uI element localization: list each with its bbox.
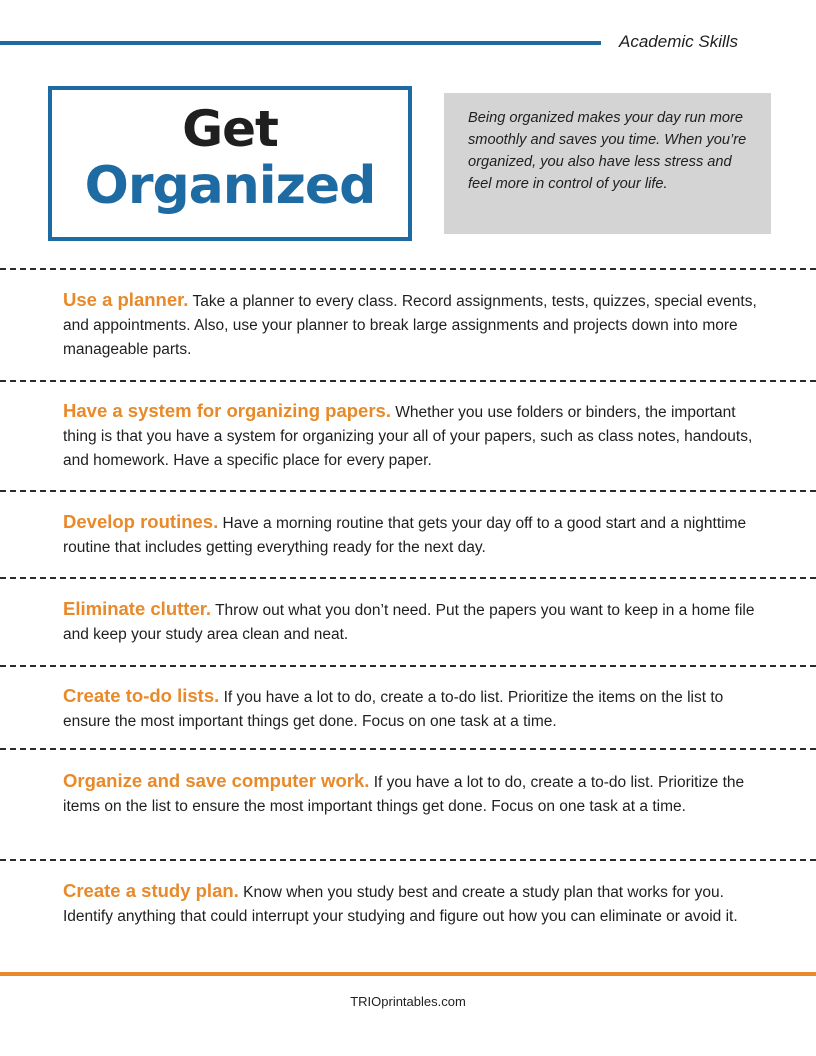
tip-body: Take a planner to every class. Record assignments, tests, quizzes, special events, and appointments. Also, use your planner to break large assignments and projects down into more manageable parts.: [63, 293, 757, 358]
tip-use-planner: [63, 288, 763, 362]
tip-develop-routines: [63, 510, 763, 560]
divider: [0, 665, 816, 667]
divider: [0, 577, 816, 579]
divider: [0, 490, 816, 492]
tip-body: If you have a lot to do, create a to-do list. Prioritize the items on the list to ensure the most important things get done. Focus on one task at a time.: [63, 774, 745, 815]
title-line-2: Organized: [84, 156, 376, 216]
title-line-1: Get: [182, 100, 278, 158]
intro-box: Being organized makes your day run more smoothly and saves you time. When you’re organized, you also have less stress and feel more in control of your life.: [444, 93, 771, 234]
header-rule: [0, 41, 601, 45]
tip-body: Have a morning routine that gets your day off to a good start and a nighttime routine that includes getting everything ready for the next day.: [63, 515, 747, 556]
tip-heading: Create to-do lists.: [63, 685, 220, 706]
category-label: Academic Skills: [619, 32, 739, 51]
tip-body: Know when you study best and create a study plan that works for you. Identify anything that could interrupt your studying and figure out how you can eliminate or avoid it.: [63, 884, 738, 925]
tip-heading: Have a system for organizing papers.: [63, 400, 391, 421]
tip-heading: Use a planner.: [63, 289, 189, 310]
title-box: [48, 86, 412, 241]
tip-eliminate-clutter: [63, 597, 763, 647]
divider: [0, 380, 816, 382]
divider: [0, 859, 816, 861]
tip-body: Throw out what you don’t need. Put the papers you want to keep in a home file and keep your study area clean and neat.: [63, 602, 755, 643]
tip-body: Whether you use folders or binders, the important thing is that you have a system for organizing your all of your papers, such as class notes, handouts, and homework. Have a specific place for every paper.: [63, 404, 753, 469]
footer-site: TRIOprintables.com: [350, 994, 466, 1009]
footer-rule: [0, 972, 816, 976]
tip-computer-work: [63, 769, 763, 819]
tip-organize-papers: [63, 399, 763, 473]
tip-heading: Eliminate clutter.: [63, 598, 212, 619]
divider: [0, 748, 816, 750]
tip-heading: Create a study plan.: [63, 880, 239, 901]
tip-todo-lists: [63, 684, 763, 734]
tip-heading: Organize and save computer work.: [63, 770, 370, 791]
tip-study-plan: [63, 879, 763, 929]
tip-body: If you have a lot to do, create a to-do list. Prioritize the items on the list to ensure the most important things get done. Focus on one task at a time.: [63, 689, 724, 730]
divider: [0, 268, 816, 270]
tip-heading: Develop routines.: [63, 511, 219, 532]
